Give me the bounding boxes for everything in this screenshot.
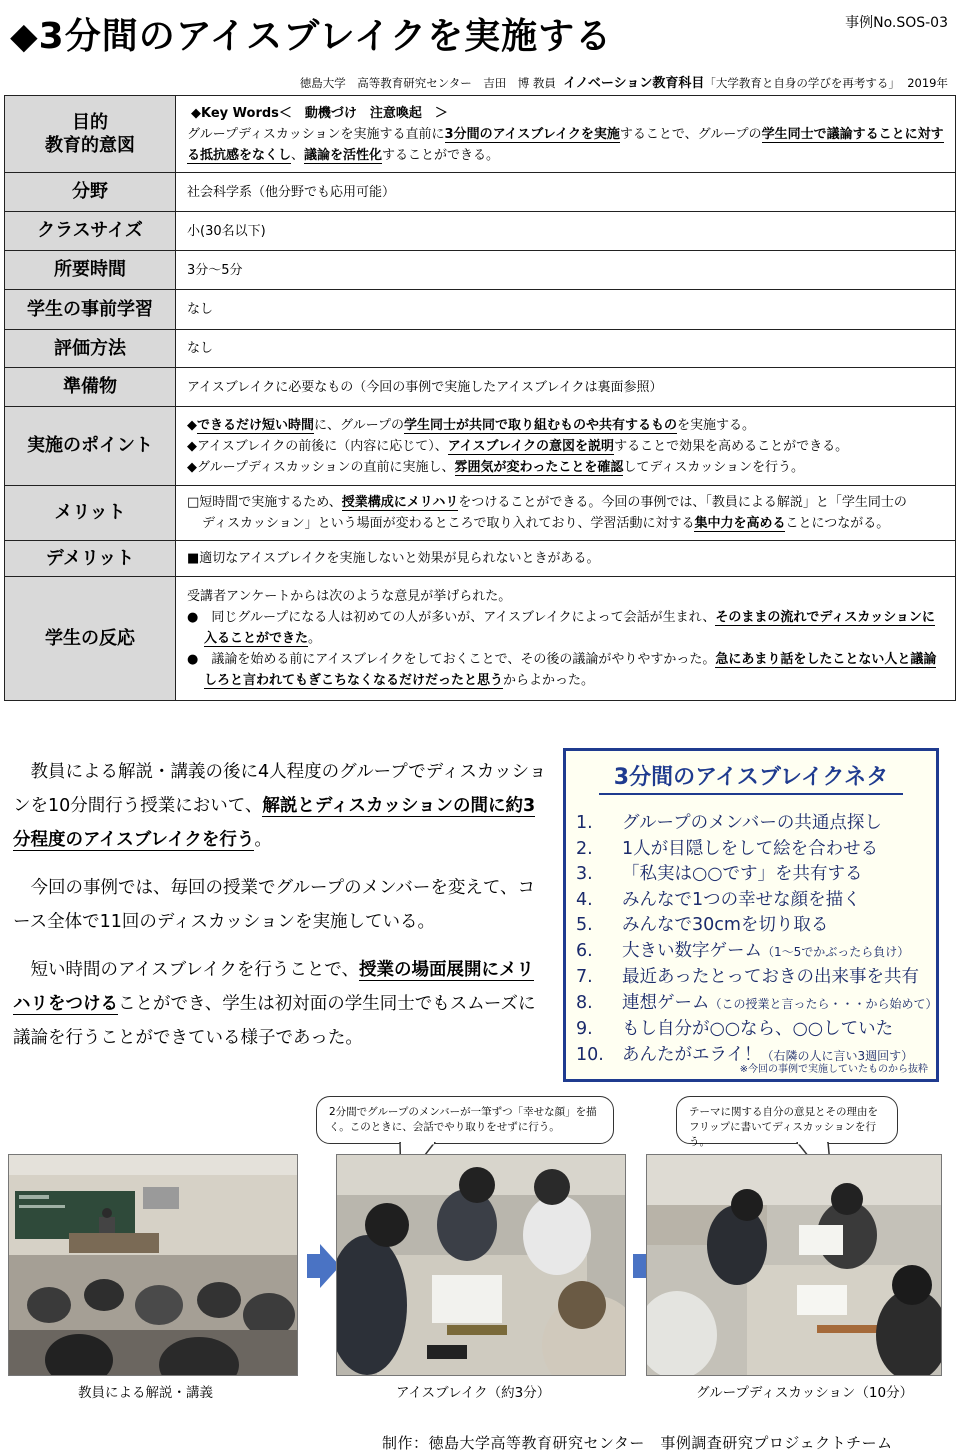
row-time — [5, 251, 956, 290]
list-item: 4. みんなで1つの幸せな顔を描く — [576, 889, 861, 910]
value-field: 社会科学系（他分野でも応用可能） — [176, 173, 956, 212]
list-item: 2. 1人が目隠しをして絵を合わせる — [576, 838, 879, 859]
reaction-2: ● 議論を始める前にアイスブレイクをしておくことで、その後の議論がやりやすかった。急にあまり話をしたことない人と議論しろと言われてもぎこちなくなるだけだったと思うからよかった。 — [187, 652, 937, 688]
row-merit — [5, 486, 956, 541]
page-title: ◆3分間のアイスブレイクを実施する — [10, 16, 613, 57]
point-3: ◆グループディスカッションの直前に実施し、雰囲気が変わったことを確認してディスカッションを行う。 — [187, 459, 804, 475]
value-time: 3分～5分 — [176, 251, 956, 290]
photo-discussion — [646, 1154, 942, 1376]
author: 徳島大学 高等教育研究センター 吉田 博 教員 — [299, 76, 556, 90]
value-eval: なし — [176, 330, 956, 368]
info-table — [4, 95, 956, 701]
caption-icebreak: アイスブレイク（約3分） — [396, 1385, 551, 1401]
list-item: 7. 最近あったとっておきの出来事を共有 — [576, 967, 919, 987]
list-item: 1. グループのメンバーの共通点探し — [576, 813, 882, 833]
label-class-size: クラスサイズ — [5, 212, 176, 251]
reaction-intro: 受講者アンケートからは次のような意見が挙げられた。 — [187, 589, 512, 604]
list-item: 9. もし自分が○○なら、○○していた — [576, 1019, 894, 1039]
body-paragraph-3: 短い時間のアイスブレイクを行うことで、授業の場面展開にメリハリをつけることができ、学生は初対面の学生同士でもスムーズに議論を行うことができている様子であった。 — [13, 960, 536, 1048]
speech-bubble-icebreak — [316, 1096, 614, 1144]
label-purpose: 目的 教育的意図 — [5, 96, 176, 173]
photo-lecture — [8, 1154, 298, 1376]
row-prep — [5, 290, 956, 330]
byline — [300, 72, 948, 91]
photo-icebreak — [336, 1154, 626, 1376]
row-purpose — [5, 96, 956, 173]
course-title: 「大学教育と自身の学びを再考する」 — [704, 76, 900, 90]
speech-bubble-discussion — [676, 1096, 898, 1148]
row-eval — [5, 330, 956, 368]
merit-line-2: ディスカッション」という場面が変わるところで取り入れており、学習活動に対する集中力を高めることにつながる。 — [202, 516, 890, 531]
label-reaction: 学生の反応 — [5, 577, 176, 701]
value-merit — [176, 486, 956, 541]
icebreak-ideas-list — [566, 811, 936, 1069]
value-materials: アイスブレイクに必要なもの（今回の事例で実施したアイスブレイクは裏面参照） — [176, 368, 956, 407]
label-materials: 準備物 — [5, 368, 176, 407]
row-class-size — [5, 212, 956, 251]
value-demerit: ■適切なアイスブレイクを実施しないと効果が見られないときがある。 — [176, 541, 956, 577]
label-eval: 評価方法 — [5, 330, 176, 368]
list-item: 5. みんなで30cmを切り取る — [576, 915, 829, 935]
value-prep: なし — [176, 290, 956, 330]
point-1: ◆できるだけ短い時間に、グループの学生同士が共同で取り組むものや共有するものを実施する。 — [187, 417, 756, 433]
row-field — [5, 173, 956, 212]
row-materials — [5, 368, 956, 407]
list-item: 3. 「私実は○○です」を共有する — [576, 864, 863, 884]
icebreak-ideas-title: 3分間のアイスブレイクネタ — [599, 760, 903, 795]
body-paragraph-1: 教員による解説・講義の後に4人程度のグループでディスカッションを10分間行う授業において、解説とディスカッションの間に約3分程度のアイスブレイクを行う。 — [13, 762, 547, 850]
body-text — [13, 755, 548, 1069]
caption-discussion: グループディスカッション（10分） — [696, 1385, 914, 1401]
icebreak-ideas-footnote: ※今回の事例で実施していたものから抜粋 — [739, 1064, 928, 1075]
point-2: ◆アイスブレイクの前後に（内容に応じて）、アイスブレイクの意図を説明することで効果を高めることができる。 — [187, 438, 849, 454]
case-number: 事例No.SOS-03 — [845, 15, 948, 31]
label-points: 実施のポイント — [5, 407, 176, 486]
value-purpose — [176, 96, 956, 173]
list-item: 8. 連想ゲーム（この授業と言ったら・・・から始めて） — [576, 992, 938, 1013]
row-points — [5, 407, 956, 486]
keywords: ◆Key Words＜ 動機づけ 注意喚起 ＞ — [191, 105, 448, 121]
value-reaction — [176, 577, 956, 701]
icebreak-ideas-box — [563, 748, 939, 1082]
label-time: 所要時間 — [5, 251, 176, 290]
merit-line-1: □短時間で実施するため、授業構成にメリハリをつけることができる。今回の事例では、「教員による解説」と「学生同士の — [187, 495, 907, 510]
list-item: 10. あんたがエライ！（右隣の人に言い3週回す） — [576, 1044, 914, 1065]
label-merit: メリット — [5, 486, 176, 541]
row-reaction — [5, 577, 956, 701]
list-item: 6. 大きい数字ゲーム（1～5でかぶったら負け） — [576, 940, 910, 961]
footer-credit: 制作：徳島大学高等教育研究センター 事例調査研究プロジェクトチーム — [382, 1434, 893, 1452]
label-prep: 学生の事前学習 — [5, 290, 176, 330]
bubble-text: 2分間でグループのメンバーが一筆ずつ「幸せな顔」を描く。このときに、会話でやり取りをせずに行う。 — [329, 1106, 597, 1133]
value-class-size: 小(30名以下) — [176, 212, 956, 251]
body-paragraph-2: 今回の事例では、毎回の授業でグループのメンバーを変えて、コース全体で11回のディスカッションを実施している。 — [13, 878, 536, 932]
caption-lecture: 教員による解説・講義 — [78, 1385, 213, 1401]
course-category: イノベーション教育科目 — [563, 76, 705, 91]
year: 2019年 — [907, 76, 948, 90]
bubble-text: テーマに関する自分の意見とその理由をフリップに書いてディスカッションを行う。 — [689, 1106, 878, 1148]
label-field: 分野 — [5, 173, 176, 212]
label-demerit: デメリット — [5, 541, 176, 577]
value-points — [176, 407, 956, 486]
row-demerit — [5, 541, 956, 577]
reaction-1: ● 同じグループになる人は初めての人が多いが、アイスブレイクによって会話が生まれ、そのままの流れでディスカッションに入ることができた。 — [187, 610, 935, 646]
purpose-text: グループディスカッションを実施する直前に3分間のアイスブレイクを実施することで、グループの学生同士で議論することに対する抵抗感をなくし、議論を活性化することができる。 — [187, 126, 944, 163]
